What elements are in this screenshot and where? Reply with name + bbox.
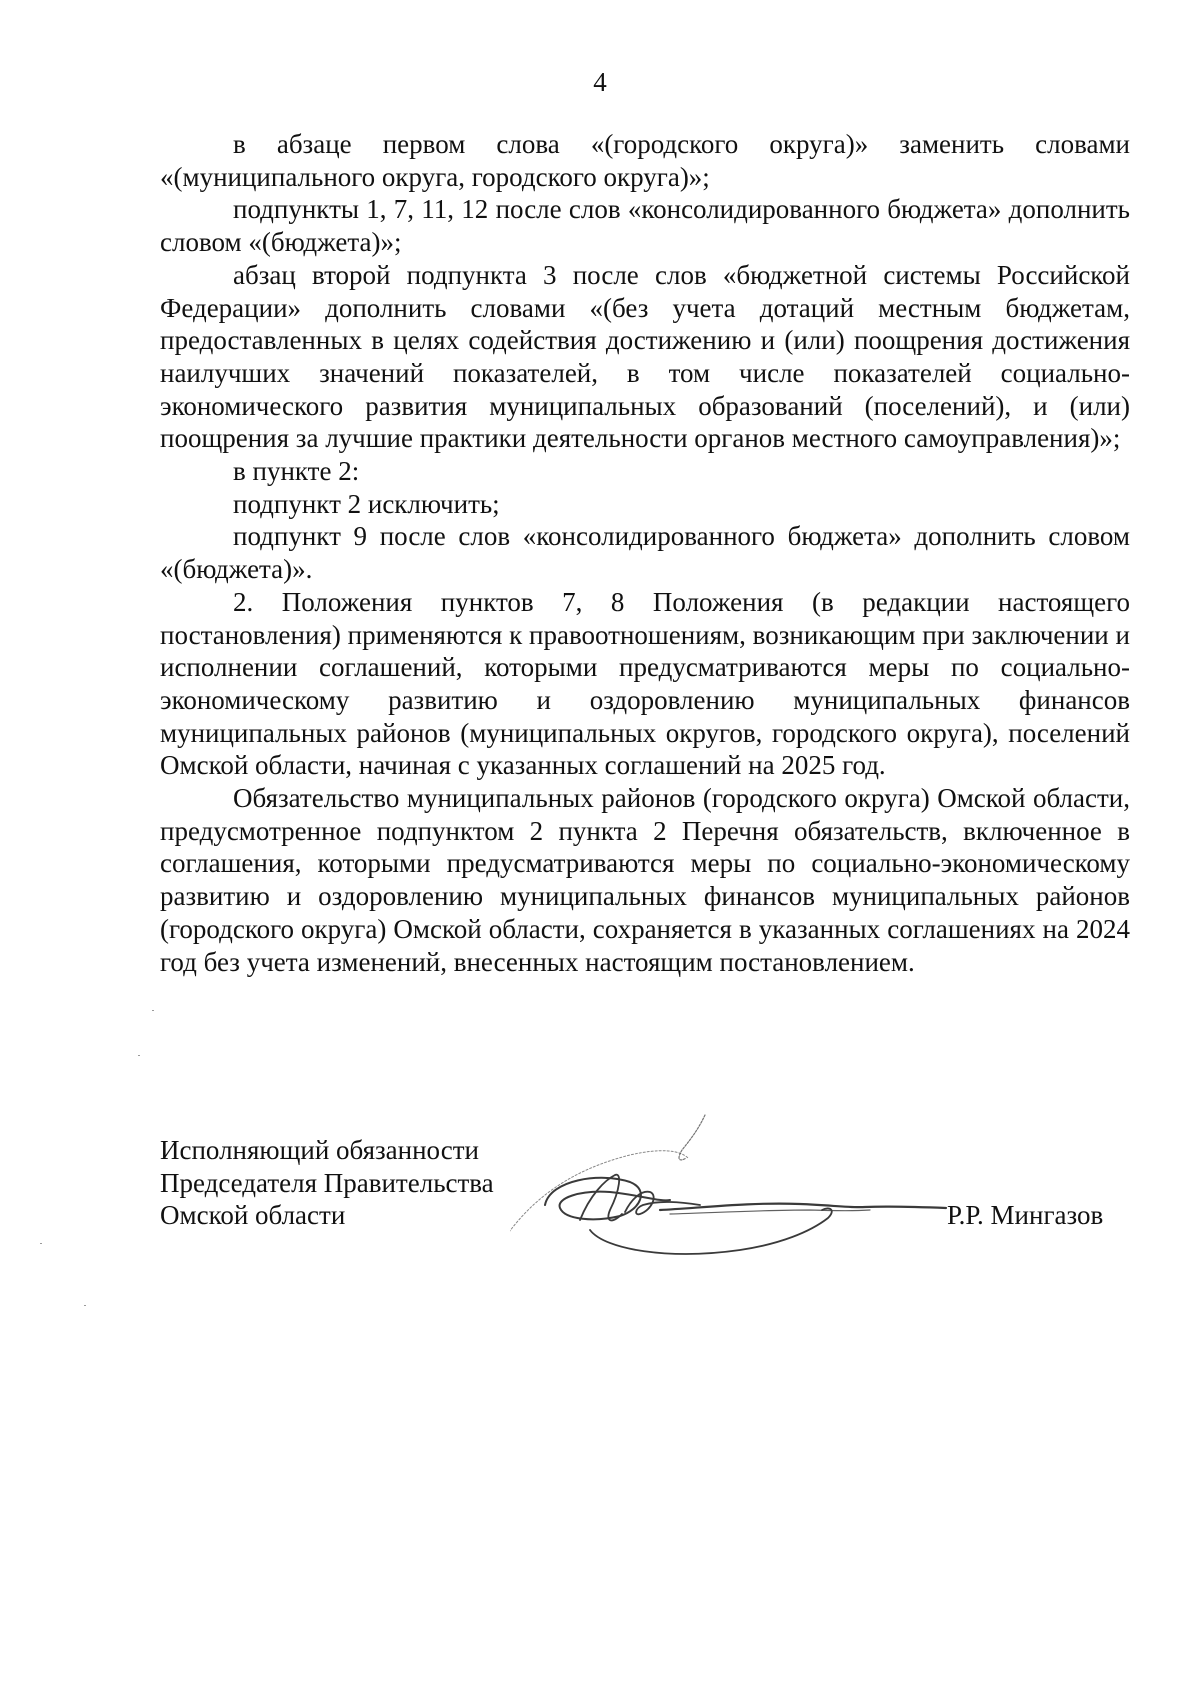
- paragraph: в пункте 2:: [233, 456, 360, 487]
- signer-name: Р.Р. Мингазов: [947, 1200, 1104, 1230]
- signer-position-line: Исполняющий обязанности: [160, 1135, 479, 1165]
- scan-artifact: [152, 1010, 154, 1011]
- document-body: [160, 128, 1130, 978]
- paragraph: подпункты 1, 7, 11, 12 после слов «консолидированного бюджета» дополнить словом «(бюджета)»;: [160, 194, 1130, 258]
- scan-artifact: [40, 1243, 42, 1244]
- paragraph: подпункт 2 исключить;: [233, 488, 500, 519]
- signer-position-line: Омской области: [160, 1200, 346, 1230]
- paragraph: в абзаце первом слова «(городского округа)» заменить словами «(муниципального округа, городского округа)»;: [160, 129, 1130, 192]
- scan-artifact: [138, 1055, 140, 1056]
- paragraph: подпункт 9 после слов «консолидированного бюджета» дополнить словом «(бюджета)».: [160, 521, 1130, 585]
- signer-position: [160, 1134, 494, 1232]
- paragraph: абзац второй подпункта 3 после слов «бюджетной системы Российской Федерации» дополнить словами «(без учета дотаций местным бюджетам, предоставленных в целях содействия достижению и (или) поощрения достижения наилучших значений показателей, в том числе показателей социально-экономического развития муниципальных образований (поселений), и (или) поощрения за лучшие практики деятельности органов местного самоуправления)»;: [160, 259, 1130, 454]
- page-number: 4: [593, 67, 607, 97]
- signer-position-line: Председателя Правительства: [160, 1167, 494, 1198]
- handwritten-signature-icon: [510, 1110, 950, 1280]
- paragraph: 2. Положения пунктов 7, 8 Положения (в редакции настоящего постановления) применяются к правоотношениям, возникающим при заключении и исполнении соглашений, которыми предусматриваются меры по социально-экономическому развитию и оздоровлению муниципальных финансов муниципальных районов (муниципальных округов, городского округа), поселений Омской области, начиная с указанных соглашений на 2025 год.: [160, 586, 1130, 781]
- paragraph: Обязательство муниципальных районов (городского округа) Омской области, предусмотренное подпунктом 2 пункта 2 Перечня обязательств, включенное в соглашения, которыми предусматриваются меры по социально-экономическому развитию и оздоровлению муниципальных финансов муниципальных районов (городского округа) Омской области, сохраняется в указанных соглашениях на 2024 год без учета изменений, внесенных настоящим постановлением.: [160, 783, 1130, 977]
- scan-artifact: [84, 1305, 86, 1306]
